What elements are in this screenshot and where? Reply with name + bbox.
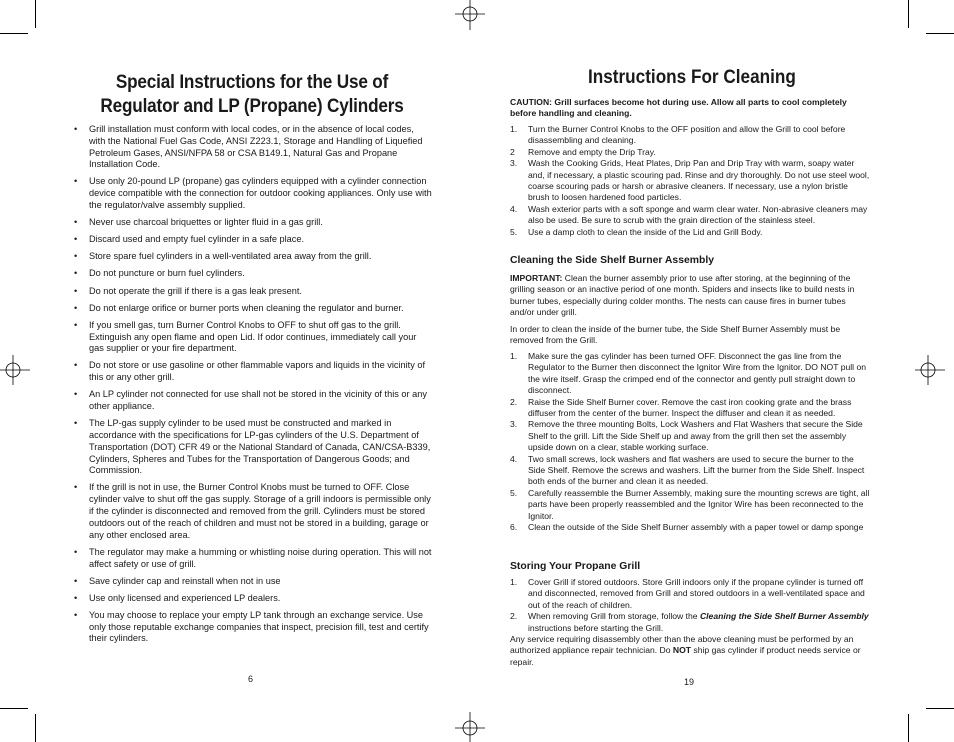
bullet-icon: •	[74, 217, 78, 228]
list-item: 4. Wash exterior parts with a soft sponge and warm clear water. Non-abrasive cleaners may also be used. Be sure to scrub with the grain direction of the stainless steel.	[510, 203, 868, 226]
list-item: 5. Carefully reassemble the Burner Assembly, making sure the mounting screws are tight, all parts have been properly reassembled and the Ignitor Wire has been reconnected to the Ignitor.	[510, 487, 870, 521]
crop-mark	[0, 708, 28, 709]
bullet-icon: •	[74, 575, 78, 586]
page-title: Instructions For Cleaning	[588, 66, 796, 88]
section-heading: Storing Your Propane Grill	[510, 561, 641, 572]
bullet-icon: •	[74, 546, 78, 557]
registration-mark-icon	[0, 355, 30, 385]
bullet-icon: •	[74, 251, 78, 262]
bullet-icon: •	[74, 234, 78, 245]
list-item: • You may choose to replace your empty LP tank through an exchange service. Use only those reputable exchange companies that inspect, precision fill, test and certify their cylinders.	[74, 609, 429, 644]
list-item: • Use only 20-pound LP (propane) gas cylinders equipped with a cylinder connection device compatible with the connection for outdoor cooking appliances. Only use with the regulator/valve assembly supplied.	[74, 176, 432, 211]
inside-paragraph: In order to clean the inside of the burner tube, the Side Shelf Burner Assembly must be removed from the Grill.	[510, 324, 841, 346]
section-heading: Cleaning the Side Shelf Burner Assembly	[510, 255, 715, 266]
list-item: 1. Turn the Burner Control Knobs to the OFF position and allow the Grill to cool before disassembling and cleaning.	[510, 124, 846, 146]
bullet-icon: •	[74, 319, 78, 330]
registration-mark-icon	[455, 0, 485, 30]
list-item: 2. Raise the Side Shelf Burner cover. Remove the cast iron cooking grate and the brass diffuser from the center of the burner. Inspect the diffuser and clean it as needed.	[510, 396, 852, 419]
bullet-icon: •	[74, 268, 78, 279]
list-item: 2 Remove and empty the Drip Tray.	[510, 146, 656, 157]
registration-mark-icon	[455, 712, 485, 742]
page-number: 6	[248, 674, 254, 684]
list-item: • Save cylinder cap and reinstall when not in use	[74, 575, 281, 586]
list-item: • Do not operate the grill if there is a gas leak present.	[74, 285, 302, 296]
emphasized-reference: Cleaning the Side Shelf Burner Assembly	[699, 611, 869, 622]
list-item: 3. Wash the Cooking Grids, Heat Plates, Drip Pan and Drip Tray with warm, soapy water and, if necessary, a plastic scouring pad. Rinse and dry thoroughly. Do not use steel wool, coarse scouring pads or harsh or abrasive cleaners. If necessary, use a nylon bristle brush to loosen hardened food particles.	[510, 158, 870, 203]
bullet-icon: •	[74, 482, 78, 493]
bullet-icon: •	[74, 609, 78, 620]
list-item: • If you smell gas, turn Burner Control Knobs to OFF to shut off gas to the grill. Extinguish any open flame and open Lid. If odor continues, immediately call your gas supplier or your fire department.	[74, 319, 417, 354]
bullet-list	[72, 124, 432, 651]
important-text: Clean the burner assembly prior to use after storing, at the beginning of the grilling season or an inactive period of one month. Spiders and insects like to build nests in burner tubes, especially during colder months. The nests can cause fires in burner tubes and/or under grill.	[510, 273, 855, 318]
bullet-icon: •	[74, 389, 78, 400]
page-number: 19	[684, 677, 695, 687]
list-item: 2. When removing Grill from storage, follow the Cleaning the Side Shelf Burner Assembly instructions before starting the Grill.	[510, 611, 869, 633]
cleaning-steps	[510, 124, 870, 238]
crop-mark	[35, 0, 36, 28]
list-item: • Do not store or use gasoline or other flammable vapors and liquids in the vicinity of this or any other grill.	[74, 360, 426, 383]
important-paragraph	[510, 273, 870, 319]
list-item: 1. Make sure the gas cylinder has been turned OFF. Disconnect the gas line from the Regulator to the Burner then disconnect the Ignitor Wire from the Ignitor. DO NOT pull on the wire itself. Grasp the crimped end of the connector and gently pull straight down to disconnect.	[510, 351, 867, 396]
list-item: • If the grill is not in use, the Burner Control Knobs must be turned to OFF. Close cylinder valve to shut off the gas supply. Storage of a grill indoors is permissible only if the cylinder is disconnected and removed from the grill. Cylinders must be stored outdoors out of the reach of children and must not be stored in a building, garage or any other enclosed area.	[74, 482, 431, 540]
list-item: 3. Remove the three mounting Bolts, Lock Washers and Flat Washers that secure the Side Shelf to the grill. Lift the Side Shelf up and away from the grill then set the assembly upside down on a clear, stable working surface.	[510, 419, 863, 453]
list-item: • Store spare fuel cylinders in a well-ventilated area away from the grill.	[74, 251, 372, 262]
list-item: • Discard used and empty fuel cylinder in a safe place.	[74, 234, 305, 245]
caution-block	[510, 97, 870, 120]
list-item: • The LP-gas supply cylinder to be used must be constructed and marked in accordance with the specifications for LP-gas cylinders of the U.S. Department of Transportation (DOT) CFR 49 or the National Standard of Canada, CAN/CSA-B339, Cylinders, Spheres and Tubes for the Transportation of Dangerous Goods; and Commission.	[74, 418, 431, 476]
list-item: • An LP cylinder not connected for use shall not be stored in the vicinity of this or any other appliance.	[74, 389, 427, 412]
bullet-icon: •	[74, 418, 78, 429]
crop-mark	[35, 714, 36, 742]
crop-mark	[0, 33, 28, 34]
list-item: • Do not enlarge orifice or burner ports when cleaning the regulator and burner.	[74, 302, 404, 313]
bullet-icon: •	[74, 124, 78, 134]
bullet-icon: •	[74, 360, 78, 371]
crop-mark	[908, 0, 909, 28]
storing-steps	[510, 577, 870, 668]
bullet-icon: •	[74, 592, 78, 603]
list-item: 4. Two small screws, lock washers and flat washers are used to secure the burner to the Side Shelf. Remove the screws and washers. Lift the burner from the Side Shelf. Inspect both ends of the burner and clean it as needed.	[510, 453, 865, 487]
caution-text: CAUTION: Grill surfaces become hot during use. Allow all parts to cool completely before handling and cleaning.	[510, 97, 847, 119]
list-item: • The regulator may make a humming or whistling noise during operation. This will not affect safety or use of grill.	[74, 546, 432, 569]
crop-mark	[908, 714, 909, 742]
service-paragraph: Any service requiring disassembly other than the above cleaning must be performed by an authorized appliance repair technician. Do NOT ship gas cylinder if product needs service or repair.	[510, 634, 861, 667]
bullet-icon: •	[74, 302, 78, 313]
page-title: Special Instructions for the Use of Regulator and LP (Propane) Cylinders	[100, 71, 404, 117]
list-item: 5. Use a damp cloth to clean the inside of the Lid and Grill Body.	[510, 226, 763, 237]
registration-mark-icon	[915, 355, 945, 385]
side-burner-steps	[510, 351, 870, 534]
important-label: IMPORTANT:	[510, 273, 563, 283]
crop-mark	[926, 33, 954, 34]
list-item: • Grill installation must conform with local codes, or in the absence of local codes, with the National Fuel Gas Code, ANSI Z223.1, Storage and Handling of Liquefied Petroleum Gases, ANSI/NFPA 58 or CSA B149.1, Natural Gas and Propane Installation Code.	[74, 124, 423, 170]
list-item: • Use only licensed and experienced LP dealers.	[74, 592, 281, 603]
list-item: • Never use charcoal briquettes or lighter fluid in a gas grill.	[74, 217, 323, 228]
bullet-icon: •	[74, 285, 78, 296]
crop-mark	[926, 708, 954, 709]
list-item: 6. Clean the outside of the Side Shelf Burner assembly with a paper towel or damp sponge	[510, 522, 864, 533]
bullet-icon: •	[74, 176, 78, 187]
list-item: • Do not puncture or burn fuel cylinders.	[74, 268, 245, 279]
list-item: 1. Cover Grill if stored outdoors. Store Grill indoors only if the propane cylinder is turned off and disconnected, removed from Grill and stored outdoors in a well-ventilated space and out of the reach of children.	[510, 577, 865, 610]
